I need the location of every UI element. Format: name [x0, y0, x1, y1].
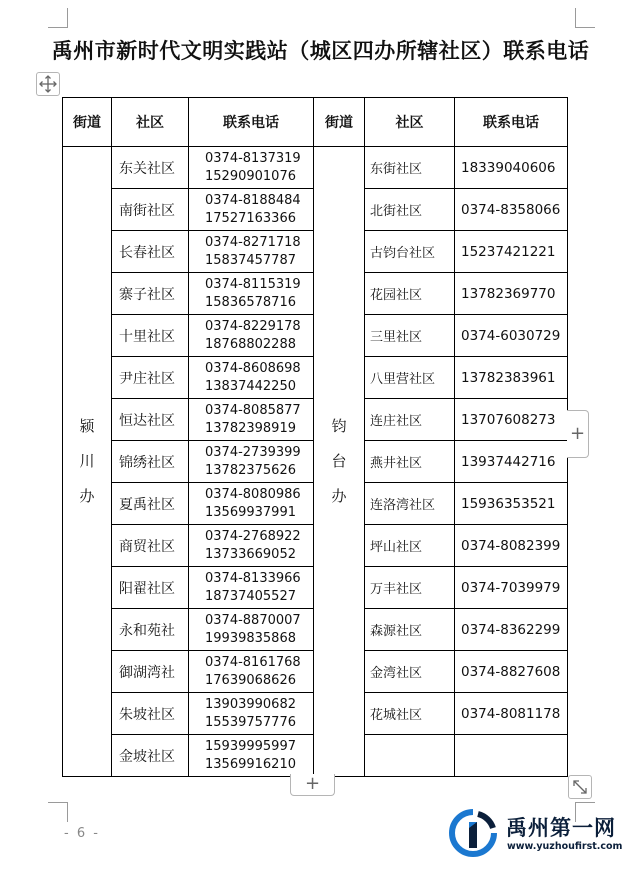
phone-line: 13733669052	[205, 546, 296, 562]
phone-line: 18737405527	[205, 588, 296, 604]
community-phone: 0374-8827608	[455, 651, 568, 693]
community-phone	[189, 357, 314, 399]
phone-line: 0374-8188484	[205, 192, 301, 208]
community-name: 坪山社区	[365, 525, 455, 567]
community-name: 花园社区	[365, 273, 455, 315]
phone-line: 15837457787	[205, 252, 296, 268]
page-number: - 6 -	[64, 826, 100, 841]
phone-line: 18768802288	[205, 336, 296, 352]
phone-line: 17527163366	[205, 210, 296, 226]
header-street-right: 街道	[314, 98, 365, 147]
contacts-table	[62, 97, 568, 777]
crop-mark-top-left	[48, 8, 68, 28]
community-name: 长春社区	[112, 231, 189, 273]
logo-url: www.yuzhoufirst.com	[507, 841, 623, 852]
phone-line: 13903990682	[205, 696, 296, 712]
community-phone: 15936353521	[455, 483, 568, 525]
community-name: 连庄社区	[365, 399, 455, 441]
community-name: 恒达社区	[112, 399, 189, 441]
community-phone: 13707608273	[455, 399, 568, 441]
logo-mark-icon	[448, 808, 498, 858]
community-phone: 15237421221	[455, 231, 568, 273]
community-name: 连洛湾社区	[365, 483, 455, 525]
phone-line: 0374-8271718	[205, 234, 301, 250]
phone-line: 17639068626	[205, 672, 296, 688]
phone-line: 0374-8115319	[205, 276, 301, 292]
community-phone	[189, 273, 314, 315]
site-logo	[448, 808, 628, 860]
community-name: 金湾社区	[365, 651, 455, 693]
header-community-right: 社区	[365, 98, 455, 147]
community-name: 森源社区	[365, 609, 455, 651]
community-phone	[189, 651, 314, 693]
phone-line: 0374-8133966	[205, 570, 301, 586]
move-icon	[37, 73, 59, 95]
community-phone	[189, 147, 314, 189]
community-name: 三里社区	[365, 315, 455, 357]
community-name: 东街社区	[365, 147, 455, 189]
community-phone: 0374-8081178	[455, 693, 568, 735]
phone-line: 15290901076	[205, 168, 296, 184]
community-name: 南街社区	[112, 189, 189, 231]
community-name: 东关社区	[112, 147, 189, 189]
community-phone	[189, 735, 314, 777]
community-phone	[189, 567, 314, 609]
logo-name: 禹州第一网	[506, 816, 616, 840]
community-phone	[189, 231, 314, 273]
community-name: 阳翟社区	[112, 567, 189, 609]
community-phone	[189, 399, 314, 441]
community-phone	[189, 609, 314, 651]
community-name: 尹庄社区	[112, 357, 189, 399]
phone-line: 15939995997	[205, 738, 296, 754]
community-phone	[189, 441, 314, 483]
phone-line: 0374-8608698	[205, 360, 301, 376]
community-phone: 0374-6030729	[455, 315, 568, 357]
header-row	[63, 98, 568, 147]
community-phone: 13782369770	[455, 273, 568, 315]
phone-line: 13569937991	[205, 504, 296, 520]
resize-diagonal-icon	[569, 776, 591, 798]
phone-line: 15539757776	[205, 714, 296, 730]
phone-line: 0374-8085877	[205, 402, 301, 418]
street-name-right: 钧台办	[331, 417, 347, 505]
community-name: 北街社区	[365, 189, 455, 231]
community-phone	[189, 525, 314, 567]
community-name: 夏禹社区	[112, 483, 189, 525]
phone-line: 0374-2768922	[205, 528, 301, 544]
add-row-button[interactable]: +	[290, 774, 335, 796]
phone-line: 0374-8229178	[205, 318, 301, 334]
header-phone: 联系电话	[189, 98, 314, 147]
community-name: 锦绣社区	[112, 441, 189, 483]
street-cell-left	[63, 147, 112, 777]
community-phone	[189, 315, 314, 357]
community-name: 燕井社区	[365, 441, 455, 483]
community-name: 御湖湾社	[112, 651, 189, 693]
community-phone: 13782383961	[455, 357, 568, 399]
community-name: 朱坡社区	[112, 693, 189, 735]
phone-line: 13782398919	[205, 420, 296, 436]
street-cell-right	[314, 147, 365, 777]
community-name: 商贸社区	[112, 525, 189, 567]
header-phone-right: 联系电话	[455, 98, 568, 147]
community-name: 花城社区	[365, 693, 455, 735]
crop-mark-top-right	[575, 8, 595, 28]
phone-line: 13782375626	[205, 462, 296, 478]
community-phone	[189, 483, 314, 525]
phone-line: 19939835868	[205, 630, 296, 646]
page-title: 禹州市新时代文明实践站（城区四办所辖社区）联系电话	[51, 38, 590, 63]
phone-line: 13837442250	[205, 378, 296, 394]
header-street: 街道	[63, 98, 112, 147]
community-name-empty	[365, 735, 455, 777]
community-phone	[189, 693, 314, 735]
phone-line: 0374-8137319	[205, 150, 301, 166]
community-phone: 18339040606	[455, 147, 568, 189]
community-name: 金坡社区	[112, 735, 189, 777]
community-name: 寨子社区	[112, 273, 189, 315]
community-name: 十里社区	[112, 315, 189, 357]
community-name: 古钧台社区	[365, 231, 455, 273]
header-community: 社区	[112, 98, 189, 147]
table-row	[63, 147, 568, 189]
phone-line: 15836578716	[205, 294, 296, 310]
phone-line: 0374-8161768	[205, 654, 301, 670]
crop-mark-bottom-left	[48, 802, 68, 822]
community-phone: 0374-8358066	[455, 189, 568, 231]
community-phone: 13937442716	[455, 441, 568, 483]
phone-line: 0374-8870007	[205, 612, 301, 628]
table-move-handle[interactable]	[36, 72, 60, 96]
community-phone-empty	[455, 735, 568, 777]
community-phone: 0374-8082399	[455, 525, 568, 567]
phone-line: 13569916210	[205, 756, 296, 772]
street-name-left: 颍川办	[79, 417, 95, 505]
add-column-button[interactable]: +	[567, 410, 589, 458]
community-name: 万丰社区	[365, 567, 455, 609]
community-name: 八里营社区	[365, 357, 455, 399]
table-resize-handle[interactable]	[568, 775, 592, 799]
community-phone	[189, 189, 314, 231]
community-phone: 0374-8362299	[455, 609, 568, 651]
phone-line: 0374-8080986	[205, 486, 301, 502]
community-phone: 0374-7039979	[455, 567, 568, 609]
community-name: 永和苑社	[112, 609, 189, 651]
phone-line: 0374-2739399	[205, 444, 301, 460]
